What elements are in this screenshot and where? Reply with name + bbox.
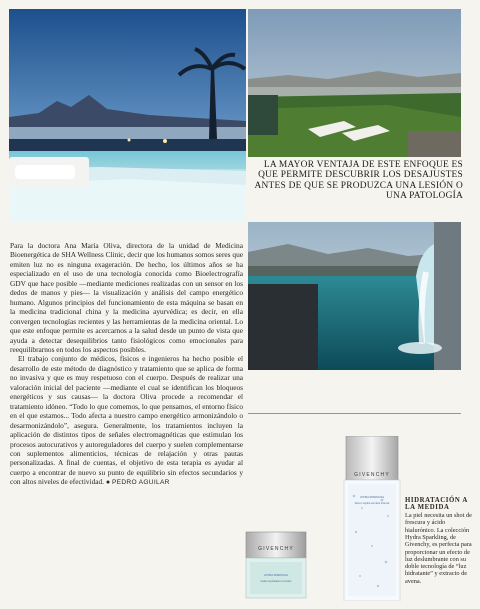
article-paragraph-1: Para la doctora Ana María Oliva, directora de la unidad de Medicina Bioenergética de SHA Wellness Clinic, decir que los humanos somos seres que emiten luz no es ninguna exageración. De hecho, los últimos años se ha especializado en el uso de una tecnología conocida como Bioelectrografía GDV que hace posible —mediante mediciones realizadas con un sensor en los dedos de manos y pies— la visualización y análisis del campo energético humano. Algunos principios del funcionamiento de esta máquina se basan en la medicina tradicional china y la medicina ayurvédica; es decir, en ella convergen tecnologías recientes y las herramientas de la medicina oriental. Lo que este enfoque permite es acercarnos a la salud desde un punto de vista que ayuda a detectar desequilibrios tanto fisiológicos como emocionales para reequilibrarnos en todos los aspectos posibles. bbox=[10, 241, 243, 354]
serum-line: HYDRA SPARKLING bbox=[359, 496, 385, 499]
jar-desc: Gelée Hydratation Lumière bbox=[260, 580, 292, 583]
serum-brand: GIVENCHY bbox=[354, 472, 390, 478]
caption-text: La piel necesita un shot de frescura y ácido hialurónico. La colección Hydra Sparkling, de Givenchy, es perfecta para proporcionar un efecto de luz deslumbrante con su doble tecnología de “luz hidratante” y extracto de avena. bbox=[405, 512, 472, 585]
lawn-terrace-photo bbox=[248, 9, 461, 157]
article-paragraph-2 bbox=[10, 354, 243, 487]
section-divider bbox=[248, 413, 461, 414]
article-paragraph-2-text: El trabajo conjunto de médicos, físicos e ingenieros ha hecho posible el desarrollo de este método de diagnóstico y tratamiento que se aplica de forma no invasiva y que es muy respetuoso con el cuerpo. Después de realizar una valoración inicial del paciente —mediante el cual se identifican los bloqueos energéticos y sus causas— la doctora Oliva procede a recomendar el tratamiento idóneo. “Todo lo que comemos, lo que pensamos, el entorno físico en el que estamos... Todo afecta a nuestro campo energético armonizándolo o desarmonizándolo”, asegura. Generalmente, los tratamientos incluyen la aplicación de distintos tipos de señales electromagnéticas que estimulan los procesos autocurativos y autoreguladores del cuerpo y suelen complementarse con suplementos alimenticios, técnicas de relajación y otras pautas personalizadas. A final de cuentas, el objetivo de esta terapia es ayudar al cuerpo a encontrar de nuevo su punto de equilibrio sin efectos secundarios y con altos niveles de efectividad. bbox=[10, 354, 243, 487]
spa-pool-photo bbox=[248, 222, 461, 370]
article-body bbox=[10, 241, 243, 488]
bullet-icon: ● bbox=[105, 478, 111, 487]
jar-brand: GIVENCHY bbox=[258, 546, 294, 552]
product-caption bbox=[405, 497, 475, 585]
pull-quote: LA MAYOR VENTAJA DE ESTE ENFOQUE ES QUE PERMITE DESCUBRIR LOS DESAJUSTES ANTES DE QUE SE PRODUZCA UNA LESIÓN O UNA PATOLOGÍA bbox=[254, 160, 463, 201]
serum-bottle-image bbox=[342, 436, 402, 601]
caption-title: HIDRATACIÓN A LA MEDIDA bbox=[405, 497, 468, 512]
pool-photo bbox=[9, 9, 246, 221]
serum-desc: Sérum Hydra-Lumière Intense bbox=[354, 502, 390, 505]
jar-line: HYDRA SPARKLING bbox=[263, 574, 289, 577]
author-signature: PEDRO AGUILAR bbox=[111, 479, 170, 487]
cream-jar-image bbox=[244, 530, 308, 600]
